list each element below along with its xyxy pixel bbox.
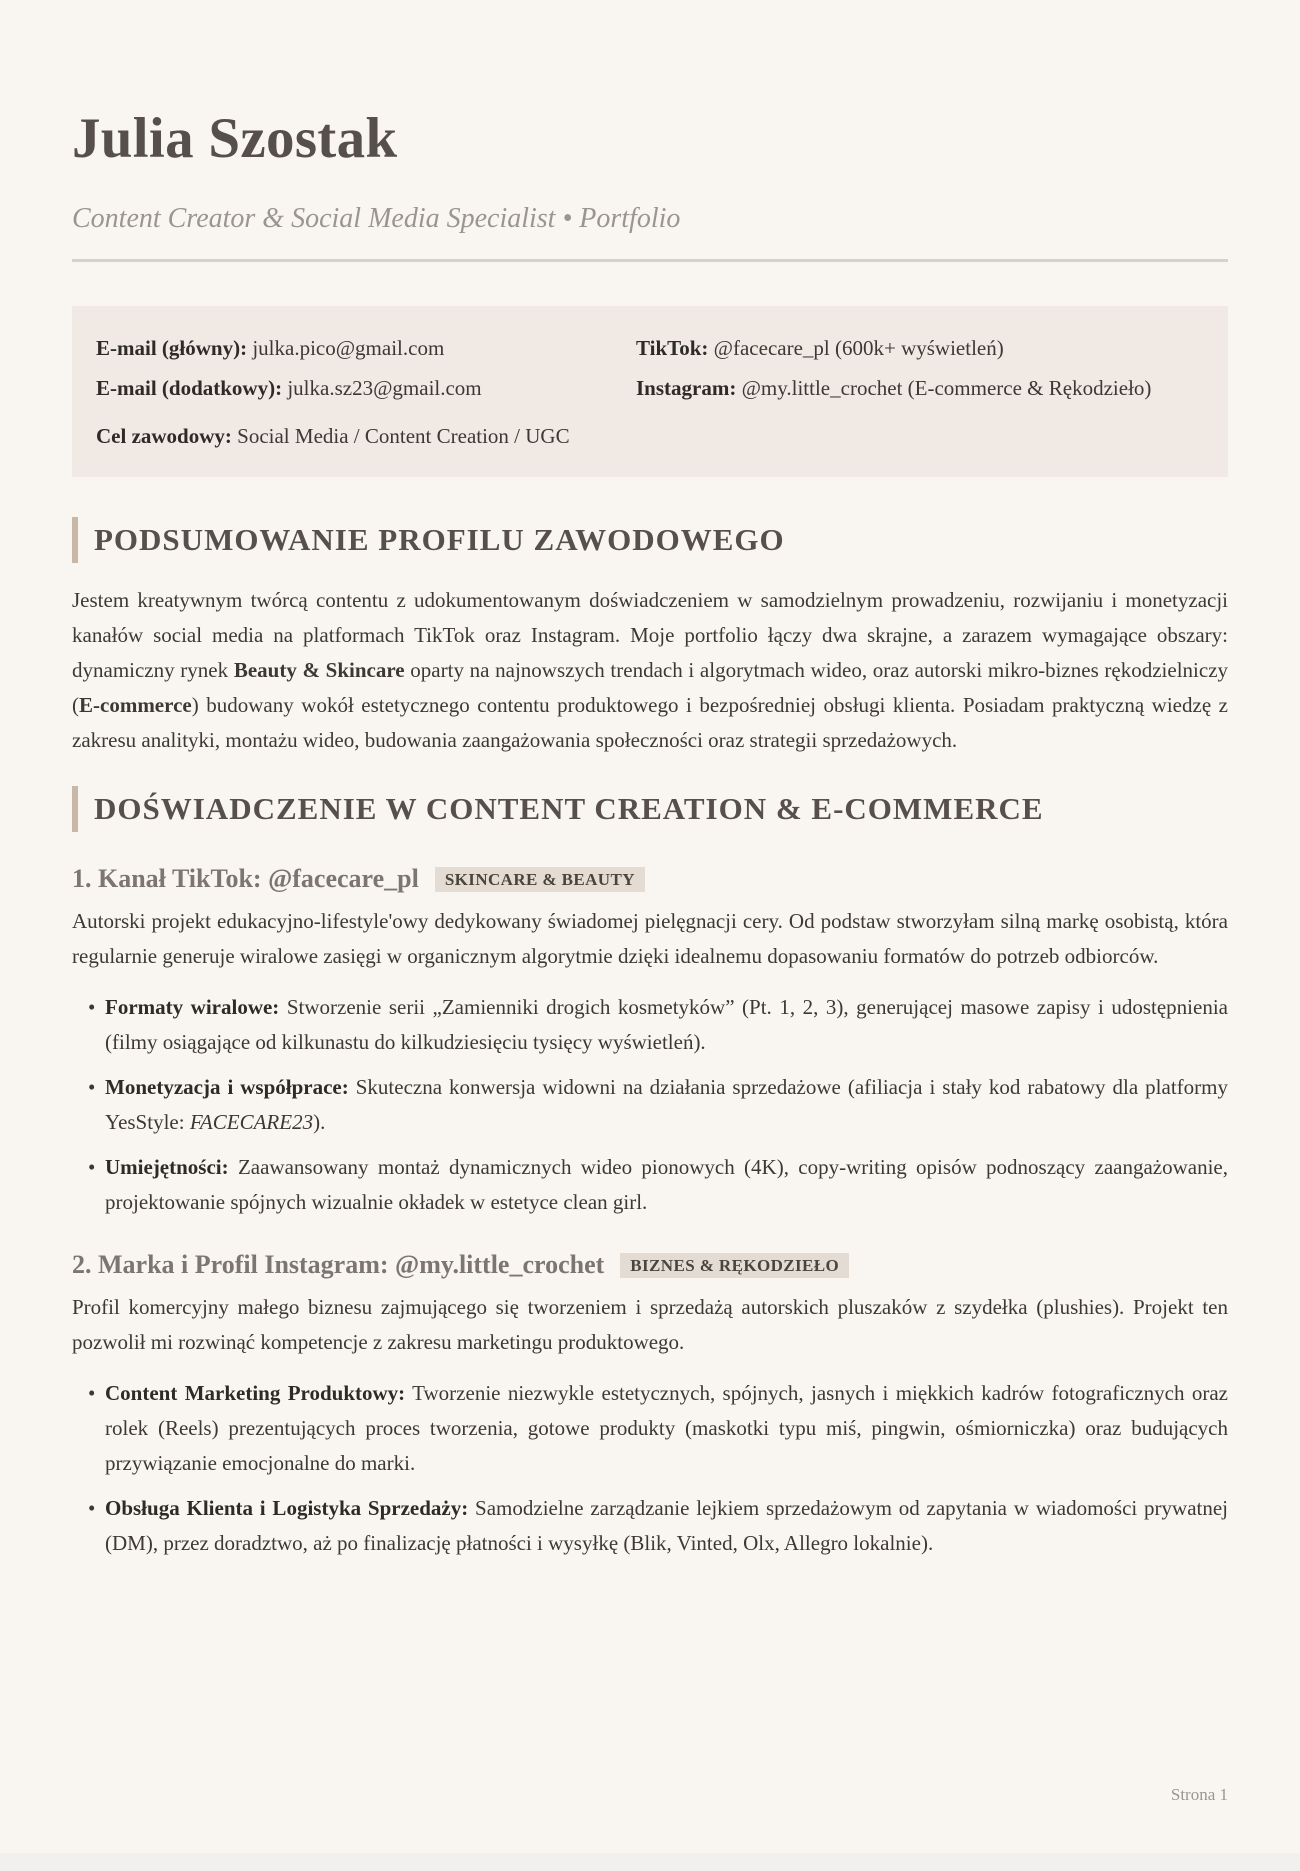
instagram-label: Instagram: <box>636 376 737 400</box>
instagram-value[interactable]: @my.little_crochet (E-commerce & Rękodzieło) <box>741 376 1152 400</box>
header-divider <box>72 259 1228 262</box>
summary-section-title: PODSUMOWANIE PROFILU ZAWODOWEGO <box>72 517 1228 563</box>
contact-tiktok <box>636 332 1204 365</box>
summary-bold-ecommerce: E-commerce <box>79 693 192 717</box>
project-tag: BIZNES & RĘKODZIEŁO <box>620 1253 849 1278</box>
discount-code: FACECARE23 <box>189 1110 314 1134</box>
email-extra-label: E-mail (dodatkowy): <box>96 376 283 400</box>
contact-goal <box>96 420 1204 453</box>
summary-bold-beauty: Beauty & Skincare <box>233 658 405 682</box>
tiktok-value[interactable]: @facecare_pl (600k+ wyświetleń) <box>713 336 1004 360</box>
summary-text-3: ) budowany wokół estetycznego contentu produktowego i bezpośredniej obsługi klienta. Posiadam praktyczną wiedzę z zakresu analityki, montażu wideo, budowania zaangażowania społeczności oraz strategii sprzedażowych. <box>72 693 1228 752</box>
email-main-label: E-mail (główny): <box>96 336 248 360</box>
candidate-subtitle: Content Creator & Social Media Specialist • Portfolio <box>72 203 681 234</box>
experience-section-title: DOŚWIADCZENIE W CONTENT CREATION & E-COMMERCE <box>72 786 1228 832</box>
email-extra-value[interactable]: julka.sz23@gmail.com <box>287 376 482 400</box>
list-item <box>72 1070 1228 1140</box>
summary-paragraph <box>72 583 1228 758</box>
summary-text-2: oparty na najnowszych trendach i algorytmach wideo, oraz autorski mikro-biznes rękodzielniczy ( <box>72 658 1229 717</box>
candidate-name: Julia Szostak <box>72 107 398 170</box>
project-title: 1. Kanał TikTok: @facecare_pl <box>72 864 419 893</box>
project-heading-tiktok <box>72 862 1228 896</box>
list-item <box>72 1150 1228 1220</box>
goal-value: Social Media / Content Creation / UGC <box>237 424 570 448</box>
project-heading-instagram <box>72 1248 1228 1282</box>
bullet-text: Stworzenie serii „Zamienniki drogich kosmetyków” (Pt. 1, 2, 3), generującej masowe zapisy i udostępnienia (filmy osiągające od kilkunastu do kilkudziesięciu tysięcy wyświetleń). <box>105 995 1228 1054</box>
project-bullets <box>72 1376 1228 1561</box>
contact-email-extra <box>96 372 636 405</box>
bullet-text: Tworzenie niezwykle estetycznych, spójnych, jasnych i miękkich kadrów fotograficznych oraz rolek (Reels) prezentujących proces tworzenia, gotowe produkty (maskotki typu miś, pingwin, ośmiorniczka) oraz budujących przywiązanie emocjonalne do marki. <box>105 1381 1228 1475</box>
bullet-tail: ). <box>313 1110 326 1134</box>
contact-column-left <box>96 332 636 412</box>
list-item <box>72 990 1228 1060</box>
list-item <box>72 1491 1228 1561</box>
project-tag: SKINCARE & BEAUTY <box>435 867 645 892</box>
bullet-text: Samodzielne zarządzanie lejkiem sprzedażowym od zapytania w wiadomości prywatnej (DM), przez doradztwo, aż po finalizację płatności i wysyłkę (Blik, Vinted, Olx, Allegro lokalnie). <box>105 1496 1229 1555</box>
bullet-label: Formaty wiralowe: <box>105 995 280 1019</box>
list-item <box>72 1376 1228 1481</box>
bullet-label: Obsługa Klienta i Logistyka Sprzedaży: <box>105 1496 469 1520</box>
contact-column-right <box>636 332 1204 412</box>
bullet-text: Zaawansowany montaż dynamicznych wideo pionowych (4K), copy-writing opisów podnoszący zaangażowanie, projektowanie spójnych wizualnie okładek w estetyce clean girl. <box>105 1155 1228 1214</box>
bullet-label: Monetyzacja i współprace: <box>105 1075 349 1099</box>
email-main-value[interactable]: julka.pico@gmail.com <box>252 336 445 360</box>
summary-text-1: Jestem kreatywnym twórcą contentu z udokumentowanym doświadczeniem w samodzielnym prowadzeniu, rozwijaniu i monetyzacji kanałów social media na platformach TikTok oraz Instagram. Moje portfolio łączy dwa skrajne, a zarazem wymagające obszary: dynamiczny rynek <box>72 588 1228 682</box>
project-description: Autorski projekt edukacyjno-lifestyle'owy dedykowany świadomej pielęgnacji cery. Od podstaw stworzyłam silną markę osobistą, która regularnie generuje wiralowe zasięgi w organicznym algorytmie dzięki idealnemu dopasowaniu formatów do potrzeb odbiorców. <box>72 909 1228 968</box>
contact-email-main <box>96 332 636 365</box>
tiktok-label: TikTok: <box>636 336 709 360</box>
bullet-label: Umiejętności: <box>105 1155 229 1179</box>
project-title: 2. Marka i Profil Instagram: @my.little_crochet <box>72 1250 605 1279</box>
project-description: Profil komercyjny małego biznesu zajmującego się tworzeniem i sprzedażą autorskich pluszaków z szydełka (plushies). Projekt ten pozwolił mi rozwinąć kompetencje z zakresu marketingu produktowego. <box>72 1295 1228 1354</box>
contact-instagram <box>636 372 1204 405</box>
contact-grid <box>96 332 1204 412</box>
contact-box <box>72 306 1228 477</box>
bullet-label: Content Marketing Produktowy: <box>105 1381 406 1405</box>
project-bullets <box>72 990 1228 1220</box>
page-number: Strona 1 <box>1170 1785 1228 1804</box>
bullet-text: Skuteczna konwersja widowni na działania sprzedażowe (afiliacja i stały kod rabatowy dla platformy YesStyle: <box>105 1075 1228 1134</box>
goal-label: Cel zawodowy: <box>96 424 232 448</box>
